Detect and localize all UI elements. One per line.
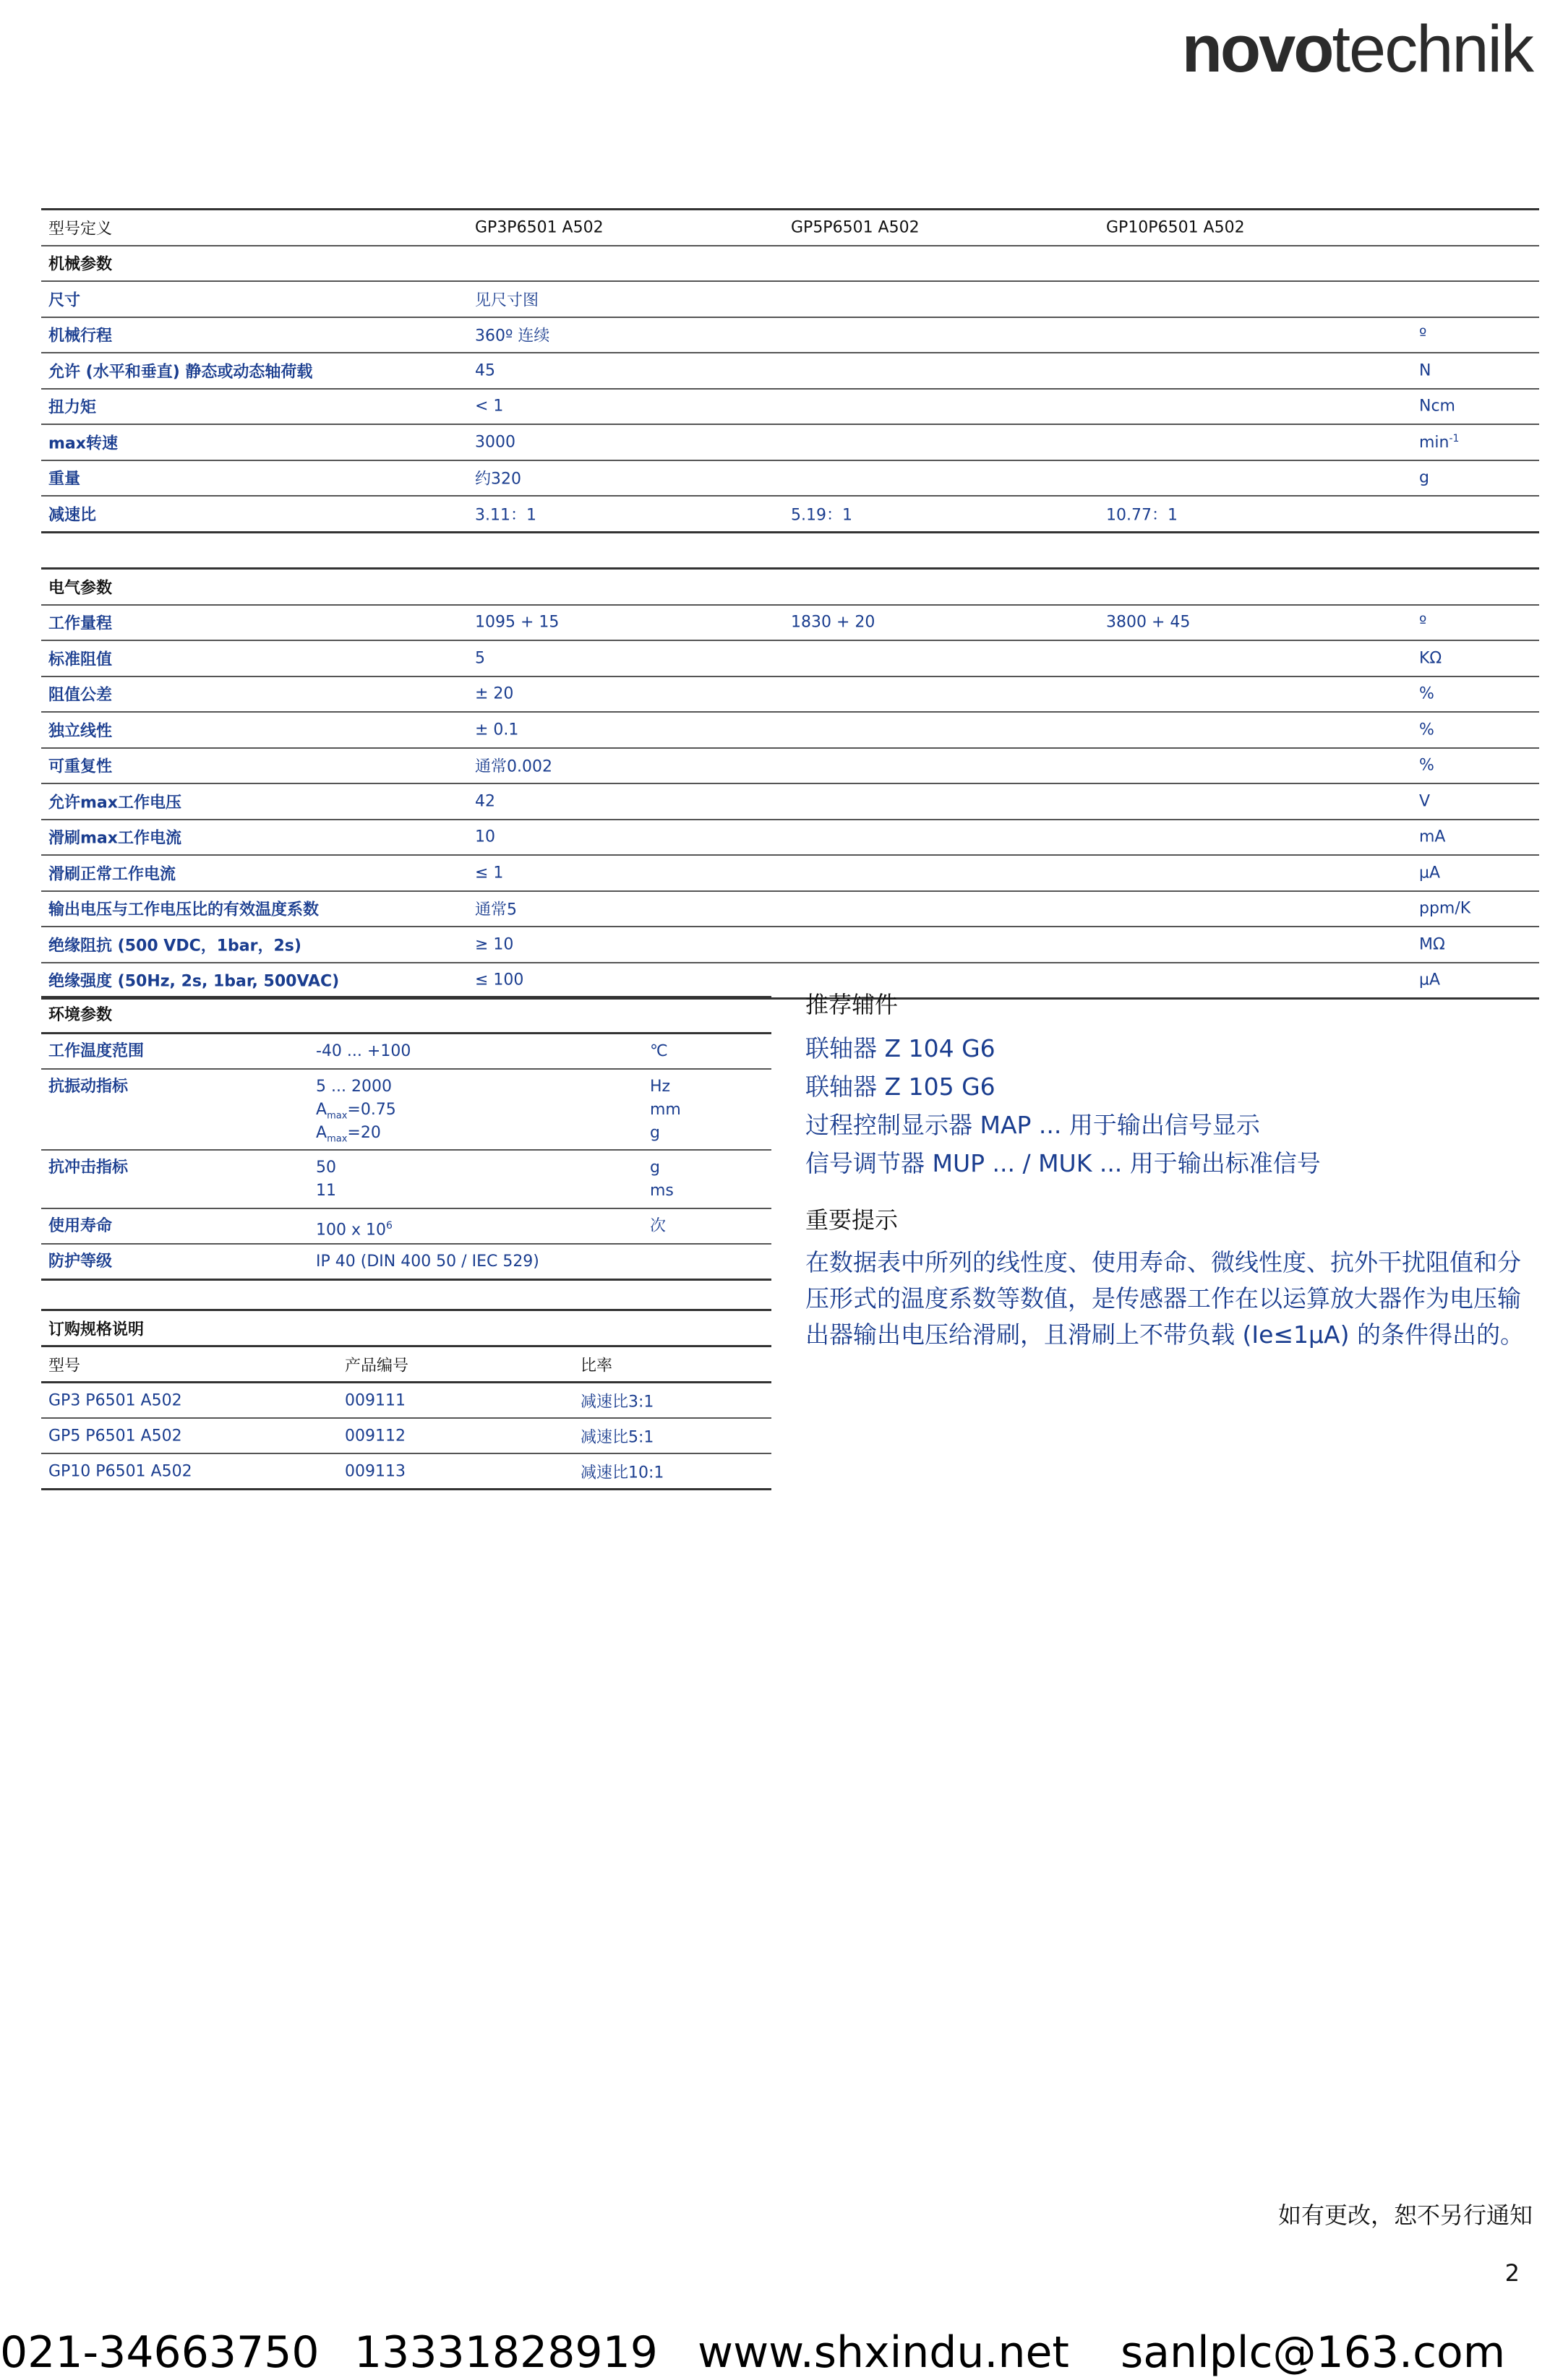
row-label: 独立线性: [48, 722, 113, 741]
row-value-1: 见尺寸图: [475, 291, 539, 310]
row-unit: [1419, 935, 1445, 953]
row-unit: [1419, 900, 1470, 918]
row-value-1: 3000: [475, 433, 515, 452]
row-value-1: 45: [475, 361, 495, 380]
table-row: [41, 713, 1539, 749]
unit-text: º: [1419, 613, 1427, 632]
row-unit: [1419, 614, 1426, 632]
row-value-2: 5.19：1: [791, 506, 852, 525]
row-unit: [1419, 828, 1445, 846]
model-gp5: GP5P6501 A502: [791, 218, 920, 237]
unit-text: min: [1419, 433, 1449, 452]
unit-text: KΩ: [1419, 649, 1442, 668]
accessory-item: 联轴器 Z 104 G6: [805, 1034, 995, 1062]
row-label: 滑刷正常工作电流: [48, 865, 176, 884]
row-label: 阻值公差: [48, 686, 113, 705]
row-label: 使用寿命: [48, 1217, 113, 1235]
table-row: [41, 318, 1539, 354]
row-unit: [1419, 721, 1434, 739]
row-value: $A_{max}=0.75$: [316, 1101, 396, 1122]
row-value-1: 5: [475, 649, 485, 668]
model-gp3: GP3P6501 A502: [475, 218, 604, 237]
contact-website[interactable]: www.shxindu.net: [698, 2327, 1069, 2378]
row-unit: [1419, 326, 1426, 344]
table-row: [41, 606, 1539, 642]
order-type: GP5 P6501 A502: [48, 1427, 182, 1445]
row-label: 输出电压与工作电压比的有效温度系数: [48, 901, 320, 919]
row-unit: [1419, 649, 1442, 667]
environment-table: [41, 996, 771, 1281]
order-type: GP10 P6501 A502: [48, 1462, 192, 1480]
row-unit: [1419, 792, 1430, 810]
order-ratio: 减速比5:1: [581, 1428, 654, 1446]
order-type: GP3 P6501 A502: [48, 1391, 182, 1409]
note-title: 重要提示: [805, 1206, 899, 1234]
row-value: 11: [316, 1182, 336, 1200]
row-label: 工作量程: [48, 614, 113, 633]
table-row: [41, 282, 1539, 318]
table-row: [41, 390, 1539, 426]
novotechnik-logo: novotechnik: [1181, 12, 1533, 86]
row-label: 标准阻值: [48, 650, 113, 669]
contact-phone-2: 13331828919: [354, 2327, 658, 2378]
section-title: 订购规格说明: [48, 1320, 145, 1339]
row-label: 抗冲击指标: [48, 1159, 129, 1177]
row-unit: g: [650, 1124, 660, 1142]
spec-table: [41, 208, 1539, 1000]
table-row: [41, 856, 1539, 892]
row-label: 绝缘强度 (50Hz, 2s, 1bar, 500VAC): [48, 972, 340, 991]
unit-text: Ncm: [1419, 397, 1455, 416]
unit-text: mA: [1419, 828, 1446, 846]
order-code: 009111: [345, 1391, 406, 1409]
row-label: 防护等级: [48, 1253, 113, 1271]
column-header-ratio: 比率: [581, 1357, 613, 1375]
unit-text: g: [1419, 468, 1429, 487]
row-label: 重量: [48, 470, 81, 489]
table-row: [41, 892, 1539, 928]
row-unit: ms: [650, 1182, 674, 1200]
row-value: 5 ... 2000: [316, 1078, 392, 1096]
row-value-3: 10.77：1: [1106, 506, 1178, 525]
unit-text: µA: [1419, 864, 1441, 882]
row-unit: [1419, 398, 1455, 416]
page-number: 2: [1504, 2259, 1520, 2287]
order-ratio: 减速比3:1: [581, 1393, 654, 1411]
order-header-row: [41, 1347, 771, 1383]
table-row: [41, 1383, 771, 1419]
row-label: 可重复性: [48, 757, 113, 776]
row-value-1: ≥ 10: [475, 935, 514, 954]
section-title: 机械参数: [48, 255, 113, 274]
section-mechanical: [41, 246, 1539, 283]
row-value: 100 x $10^6$: [316, 1220, 393, 1240]
row-value-1: 3.11：1: [475, 506, 536, 525]
table-row: [41, 927, 1539, 963]
row-unit: [1419, 361, 1431, 379]
row-unit: 次: [650, 1217, 667, 1235]
row-label: 尺寸: [48, 291, 81, 310]
unit-text: µA: [1419, 971, 1441, 989]
order-table: [41, 1309, 771, 1490]
row-unit: [1419, 757, 1434, 775]
row-label: 机械行程: [48, 327, 113, 345]
unit-text: ppm/K: [1419, 899, 1471, 918]
row-unit: Hz: [650, 1078, 671, 1096]
table-row: [41, 425, 1539, 461]
unit-text: %: [1419, 721, 1434, 739]
row-value-3: 3800 + 45: [1106, 613, 1191, 632]
row-value-1: 通常0.002: [475, 757, 552, 776]
accessory-item: 联轴器 Z 105 G6: [805, 1073, 995, 1101]
contact-email[interactable]: sanlplc@163.com: [1121, 2327, 1506, 2378]
table-row: [41, 1245, 771, 1281]
accessory-item: 信号调节器 MUP ... / MUK ... 用于输出标准信号: [805, 1149, 1321, 1177]
spec-header-row: [41, 208, 1539, 246]
model-gp10: GP10P6501 A502: [1106, 218, 1245, 237]
row-value-1: 360º 连续: [475, 327, 550, 345]
section-title: 电气参数: [48, 579, 113, 598]
unit-text: MΩ: [1419, 935, 1445, 954]
table-row: [41, 641, 1539, 677]
row-value-1: ± 20: [475, 684, 514, 703]
note-text: 在数据表中所列的线性度、使用寿命、微线性度、抗外干扰阻值和分压形式的温度系数等数值，是传感器工作在以运算放大器作为电压输出器输出电压给滑刷，且滑刷上不带负载 (Ie≤1µA) 的条件得出的。: [805, 1248, 1524, 1349]
accessories-title: 推荐辅件: [805, 991, 899, 1018]
row-unit: [1419, 971, 1440, 989]
table-row: [41, 1034, 771, 1070]
section-title: 环境参数: [48, 1006, 113, 1024]
row-value-1: ≤ 100: [475, 971, 524, 989]
row-value: IP 40 (DIN 400 50 / IEC 529): [316, 1253, 539, 1271]
order-title-row: [41, 1309, 771, 1347]
spec-header-label: 型号定义: [48, 220, 113, 239]
row-unit: [1419, 469, 1429, 487]
row-value-1: 通常5: [475, 901, 517, 919]
table-row: [41, 749, 1539, 785]
order-code: 009112: [345, 1427, 406, 1445]
table-row: [41, 353, 1539, 390]
order-code: 009113: [345, 1462, 406, 1480]
table-row: [41, 1151, 771, 1209]
row-value: -40 ... +100: [316, 1042, 411, 1060]
row-value-1: ≤ 1: [475, 864, 504, 882]
unit-text: %: [1419, 756, 1434, 775]
row-unit: [1419, 685, 1434, 703]
column-header-type: 型号: [48, 1357, 81, 1375]
contact-phone-1: 021-34663750: [0, 2327, 320, 2378]
row-value-1: 42: [475, 792, 495, 811]
section-electrical: [41, 570, 1539, 606]
table-row: [41, 677, 1539, 713]
row-value-1: 1095 + 15: [475, 613, 560, 632]
unit-text: º: [1419, 325, 1427, 344]
row-label: 抗振动指标: [48, 1078, 129, 1096]
table-row: [41, 497, 1539, 533]
table-row: [41, 820, 1539, 856]
unit-text: N: [1419, 361, 1431, 380]
disclaimer: 如有更改，恕不另行通知: [1277, 2201, 1533, 2229]
row-value-1: < 1: [475, 397, 504, 416]
table-row: [41, 1209, 771, 1245]
table-row: [41, 1454, 771, 1490]
row-unit: g: [650, 1159, 660, 1177]
row-value-1: ± 0.1: [475, 721, 519, 739]
table-row: [41, 1070, 771, 1151]
unit-superscript: -1: [1449, 432, 1460, 444]
row-label: max转速: [48, 434, 118, 453]
notes-column: [805, 989, 1540, 1353]
row-value-1: 约320: [475, 470, 521, 489]
table-row: [41, 1419, 771, 1454]
table-row: [41, 784, 1539, 820]
section-gap: [41, 533, 1539, 570]
row-unit: mm: [650, 1101, 681, 1119]
row-value: $A_{max}=20$: [316, 1124, 381, 1145]
row-label: 扭力矩: [48, 398, 97, 417]
row-label: 滑刷max工作电流: [48, 829, 181, 848]
unit-text: V: [1419, 792, 1431, 811]
row-label: 允许max工作电压: [48, 794, 181, 812]
row-unit: ℃: [650, 1042, 668, 1060]
column-header-code: 产品编号: [345, 1357, 409, 1375]
row-value: 50: [316, 1159, 336, 1177]
row-label: 工作温度范围: [48, 1042, 145, 1060]
row-label: 允许 (水平和垂直) 静态或动态轴荷载: [48, 363, 313, 382]
row-label: 绝缘阻抗 (500 VDC，1bar，2s): [48, 937, 301, 955]
row-value-2: 1830 + 20: [791, 613, 875, 632]
row-label: 减速比: [48, 506, 97, 525]
env-title-row: [41, 996, 771, 1034]
order-ratio: 减速比10:1: [581, 1464, 664, 1482]
unit-text: %: [1419, 684, 1434, 703]
accessory-item: 过程控制显示器 MAP ... 用于输出信号显示: [805, 1111, 1260, 1139]
row-unit: [1419, 433, 1459, 452]
row-value-1: 10: [475, 828, 495, 846]
table-row: [41, 461, 1539, 497]
row-unit: [1419, 864, 1440, 882]
